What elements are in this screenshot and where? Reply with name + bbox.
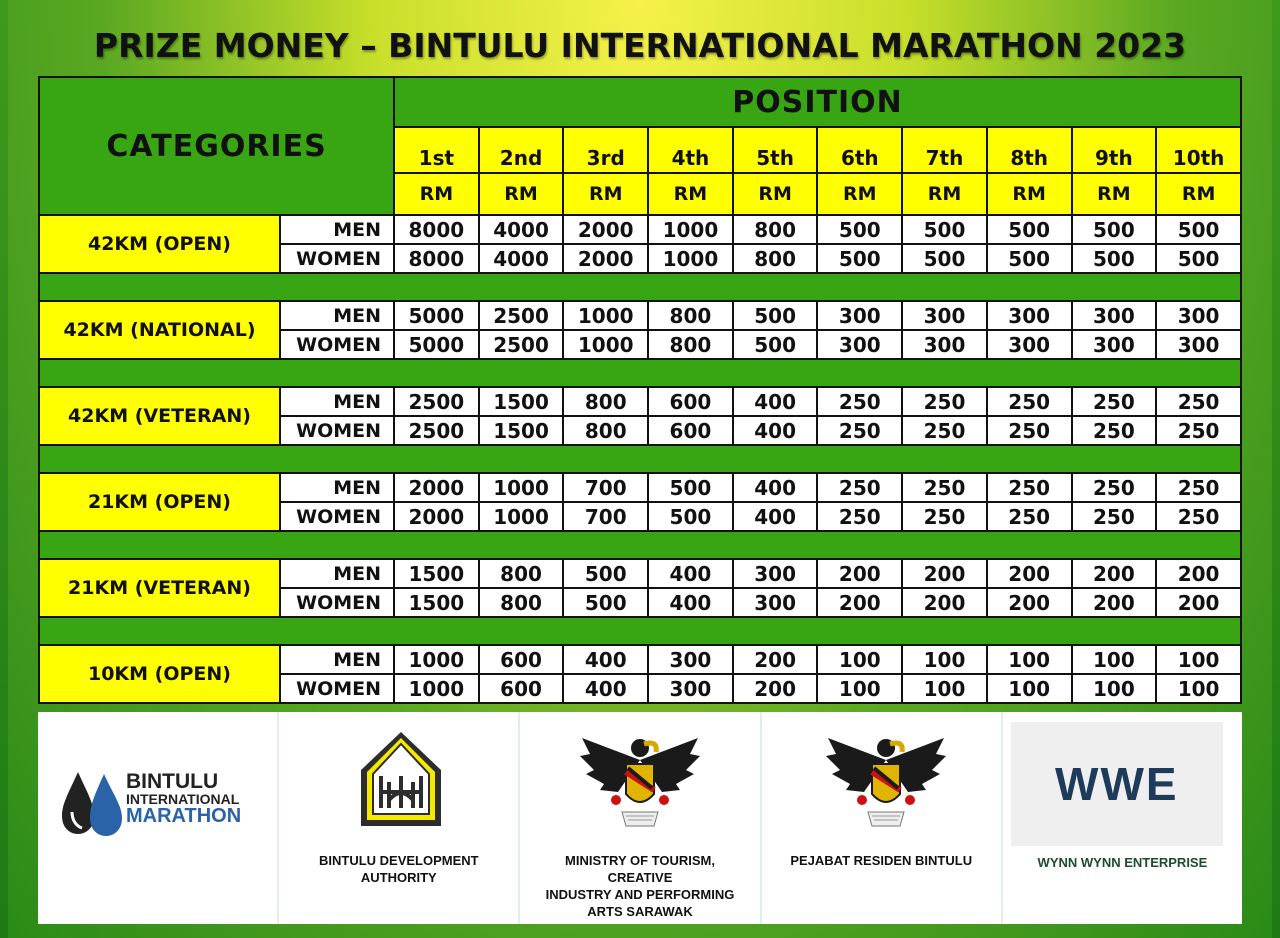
prize-cell: 500 (902, 244, 987, 273)
prize-cell: 250 (1072, 387, 1157, 416)
prize-cell: 400 (733, 387, 818, 416)
prize-cell: 250 (1156, 387, 1241, 416)
prize-cell: 250 (1072, 502, 1157, 531)
prize-cell: 500 (987, 244, 1072, 273)
prize-cell: 1000 (563, 301, 648, 330)
prize-cell: 300 (648, 645, 733, 674)
prize-cell: 1000 (479, 502, 564, 531)
men-label: MEN (280, 645, 394, 674)
separator-row (39, 359, 1241, 387)
bim-line1: BINTULU (126, 770, 219, 793)
prize-cell: 800 (563, 387, 648, 416)
prize-cell: 200 (1156, 559, 1241, 588)
prize-cell: 200 (987, 559, 1072, 588)
prize-cell: 2500 (394, 387, 479, 416)
currency-label: RM (1072, 173, 1157, 215)
prize-cell: 1000 (394, 674, 479, 703)
prize-cell: 5000 (394, 330, 479, 359)
category-name: 42KM (VETERAN) (39, 387, 280, 445)
prize-cell: 400 (733, 416, 818, 445)
currency-label: RM (563, 173, 648, 215)
prize-cell: 300 (817, 330, 902, 359)
table-row (39, 473, 1241, 502)
position-6-header: 6th (817, 127, 902, 173)
prize-cell: 2000 (394, 473, 479, 502)
prize-cell: 250 (902, 473, 987, 502)
table-row (39, 387, 1241, 416)
prize-cell: 1000 (479, 473, 564, 502)
prize-cell: 250 (902, 387, 987, 416)
prize-cell: 2000 (563, 244, 648, 273)
prize-cell: 250 (817, 416, 902, 445)
women-label: WOMEN (280, 588, 394, 617)
prize-cell: 200 (1072, 559, 1157, 588)
wwe-label: WYNN WYNN ENTERPRISE (1037, 855, 1208, 870)
table-row (39, 215, 1241, 244)
prize-cell: 1000 (563, 330, 648, 359)
prize-cell: 200 (902, 588, 987, 617)
prize-cell: 400 (563, 674, 648, 703)
prize-cell: 500 (563, 588, 648, 617)
sponsor-bim (38, 712, 279, 924)
prize-cell: 1500 (394, 588, 479, 617)
currency-label: RM (987, 173, 1072, 215)
sponsor-bda (279, 712, 520, 924)
prize-cell: 100 (1156, 674, 1241, 703)
prize-cell: 300 (902, 330, 987, 359)
prize-cell: 1000 (394, 645, 479, 674)
position-9-header: 9th (1072, 127, 1157, 173)
ministry-label-line4: ARTS SARAWAK (587, 904, 693, 919)
wwe-logo (1011, 722, 1223, 846)
prize-cell: 300 (648, 674, 733, 703)
prize-cell: 250 (1156, 473, 1241, 502)
sponsor-resident (762, 712, 1003, 924)
prize-cell: 500 (733, 330, 818, 359)
prize-cell: 4000 (479, 215, 564, 244)
separator-row (39, 445, 1241, 473)
women-label: WOMEN (280, 330, 394, 359)
separator-row (39, 617, 1241, 645)
prize-cell: 1500 (479, 416, 564, 445)
prize-cell: 300 (817, 301, 902, 330)
prize-cell: 500 (1072, 244, 1157, 273)
prize-cell: 1000 (648, 244, 733, 273)
table-row (39, 645, 1241, 674)
currency-label: RM (817, 173, 902, 215)
prize-cell: 500 (1072, 215, 1157, 244)
prize-cell: 500 (1156, 244, 1241, 273)
prize-table (38, 76, 1242, 704)
prize-cell: 600 (648, 416, 733, 445)
category-name: 21KM (VETERAN) (39, 559, 280, 617)
currency-label: RM (394, 173, 479, 215)
ministry-label-line2: CREATIVE (607, 870, 673, 885)
prize-cell: 2500 (394, 416, 479, 445)
sarawak-hornbill-crest-icon (824, 730, 948, 834)
prize-cell: 600 (648, 387, 733, 416)
women-label: WOMEN (280, 416, 394, 445)
prize-cell: 200 (817, 559, 902, 588)
prize-cell: 100 (817, 674, 902, 703)
prize-cell: 800 (563, 416, 648, 445)
prize-cell: 250 (817, 473, 902, 502)
prize-cell: 200 (817, 588, 902, 617)
prize-cell: 700 (563, 502, 648, 531)
prize-cell: 500 (733, 301, 818, 330)
prize-cell: 200 (733, 674, 818, 703)
prize-cell: 500 (648, 502, 733, 531)
prize-cell: 5000 (394, 301, 479, 330)
prize-cell: 1000 (648, 215, 733, 244)
prize-cell: 4000 (479, 244, 564, 273)
prize-cell: 100 (902, 645, 987, 674)
prize-cell: 250 (987, 502, 1072, 531)
prize-cell: 250 (1072, 416, 1157, 445)
prize-cell: 300 (1156, 330, 1241, 359)
sarawak-hornbill-crest-icon (578, 730, 702, 834)
prize-cell: 800 (648, 330, 733, 359)
bim-line2: INTERNATIONAL (126, 791, 240, 807)
prize-cell: 400 (648, 559, 733, 588)
prize-cell: 300 (1156, 301, 1241, 330)
prize-cell: 200 (733, 645, 818, 674)
prize-cell: 600 (479, 645, 564, 674)
prize-cell: 400 (733, 502, 818, 531)
categories-header: CATEGORIES (39, 77, 394, 215)
prize-cell: 800 (733, 244, 818, 273)
prize-cell: 250 (1156, 416, 1241, 445)
men-label: MEN (280, 387, 394, 416)
category-name: 42KM (OPEN) (39, 215, 280, 273)
prize-cell: 2500 (479, 301, 564, 330)
prize-cell: 250 (817, 387, 902, 416)
prize-cell: 600 (479, 674, 564, 703)
prize-cell: 500 (987, 215, 1072, 244)
sponsor-wwe (1003, 712, 1242, 924)
prize-cell: 250 (1072, 473, 1157, 502)
currency-label: RM (479, 173, 564, 215)
prize-cell: 8000 (394, 244, 479, 273)
category-name: 10KM (OPEN) (39, 645, 280, 703)
prize-cell: 250 (987, 387, 1072, 416)
prize-cell: 100 (987, 674, 1072, 703)
men-label: MEN (280, 473, 394, 502)
prize-cell: 100 (1156, 645, 1241, 674)
prize-cell: 500 (817, 215, 902, 244)
prize-cell: 500 (563, 559, 648, 588)
prize-cell: 2000 (563, 215, 648, 244)
prize-cell: 400 (648, 588, 733, 617)
position-1-header: 1st (394, 127, 479, 173)
women-label: WOMEN (280, 244, 394, 273)
prize-cell: 300 (987, 330, 1072, 359)
category-name: 42KM (NATIONAL) (39, 301, 280, 359)
prize-cell: 800 (733, 215, 818, 244)
men-label: MEN (280, 301, 394, 330)
resident-label: PEJABAT RESIDEN BINTULU (790, 853, 973, 868)
prize-cell: 400 (733, 473, 818, 502)
bda-logo-icon (359, 730, 443, 828)
currency-label: RM (648, 173, 733, 215)
position-10-header: 10th (1156, 127, 1241, 173)
position-2-header: 2nd (479, 127, 564, 173)
prize-cell: 500 (817, 244, 902, 273)
category-name: 21KM (OPEN) (39, 473, 280, 531)
sponsor-ministry (520, 712, 761, 924)
prize-cell: 100 (902, 674, 987, 703)
prize-cell: 300 (902, 301, 987, 330)
position-5-header: 5th (733, 127, 818, 173)
prize-cell: 1500 (394, 559, 479, 588)
prize-cell: 100 (817, 645, 902, 674)
sponsor-strip (38, 712, 1242, 924)
prize-cell: 8000 (394, 215, 479, 244)
prize-cell: 250 (817, 502, 902, 531)
women-label: WOMEN (280, 502, 394, 531)
wwe-logo-text: WWE (1055, 758, 1179, 810)
prize-cell: 500 (1156, 215, 1241, 244)
prize-cell: 800 (648, 301, 733, 330)
position-7-header: 7th (902, 127, 987, 173)
water-drop-logo-icon (60, 768, 124, 838)
prize-cell: 100 (987, 645, 1072, 674)
prize-cell: 300 (1072, 301, 1157, 330)
prize-cell: 800 (479, 559, 564, 588)
ministry-label-line3: INDUSTRY AND PERFORMING (545, 887, 735, 902)
currency-label: RM (1156, 173, 1241, 215)
separator-row (39, 531, 1241, 559)
ministry-label-line1: MINISTRY OF TOURISM, (565, 853, 715, 868)
prize-cell: 1500 (479, 387, 564, 416)
women-label: WOMEN (280, 674, 394, 703)
prize-cell: 500 (648, 473, 733, 502)
poster (8, 0, 1272, 938)
currency-label: RM (902, 173, 987, 215)
prize-cell: 2500 (479, 330, 564, 359)
position-3-header: 3rd (563, 127, 648, 173)
prize-cell: 300 (733, 559, 818, 588)
prize-cell: 250 (902, 416, 987, 445)
prize-cell: 500 (902, 215, 987, 244)
prize-cell: 300 (733, 588, 818, 617)
men-label: MEN (280, 215, 394, 244)
prize-cell: 100 (1072, 645, 1157, 674)
prize-cell: 800 (479, 588, 564, 617)
prize-cell: 200 (902, 559, 987, 588)
prize-cell: 200 (1072, 588, 1157, 617)
prize-cell: 250 (987, 416, 1072, 445)
separator-row (39, 273, 1241, 301)
prize-cell: 200 (987, 588, 1072, 617)
prize-cell: 300 (987, 301, 1072, 330)
prize-cell: 300 (1072, 330, 1157, 359)
currency-label: RM (733, 173, 818, 215)
prize-cell: 250 (987, 473, 1072, 502)
position-4-header: 4th (648, 127, 733, 173)
bim-wordmark (126, 772, 241, 826)
bda-label-line1: BINTULU DEVELOPMENT (318, 853, 479, 868)
bim-line3: MARATHON (126, 805, 242, 827)
bda-label-line2: AUTHORITY (360, 870, 437, 885)
prize-cell: 400 (563, 645, 648, 674)
men-label: MEN (280, 559, 394, 588)
position-8-header: 8th (987, 127, 1072, 173)
position-header: POSITION (394, 77, 1241, 127)
page-title: PRIZE MONEY – BINTULU INTERNATIONAL MARATHON 2023 (93, 26, 1187, 65)
prize-cell: 250 (1156, 502, 1241, 531)
prize-cell: 700 (563, 473, 648, 502)
prize-cell: 2000 (394, 502, 479, 531)
prize-cell: 200 (1156, 588, 1241, 617)
prize-cell: 250 (902, 502, 987, 531)
table-row (39, 301, 1241, 330)
table-row (39, 559, 1241, 588)
prize-cell: 100 (1072, 674, 1157, 703)
